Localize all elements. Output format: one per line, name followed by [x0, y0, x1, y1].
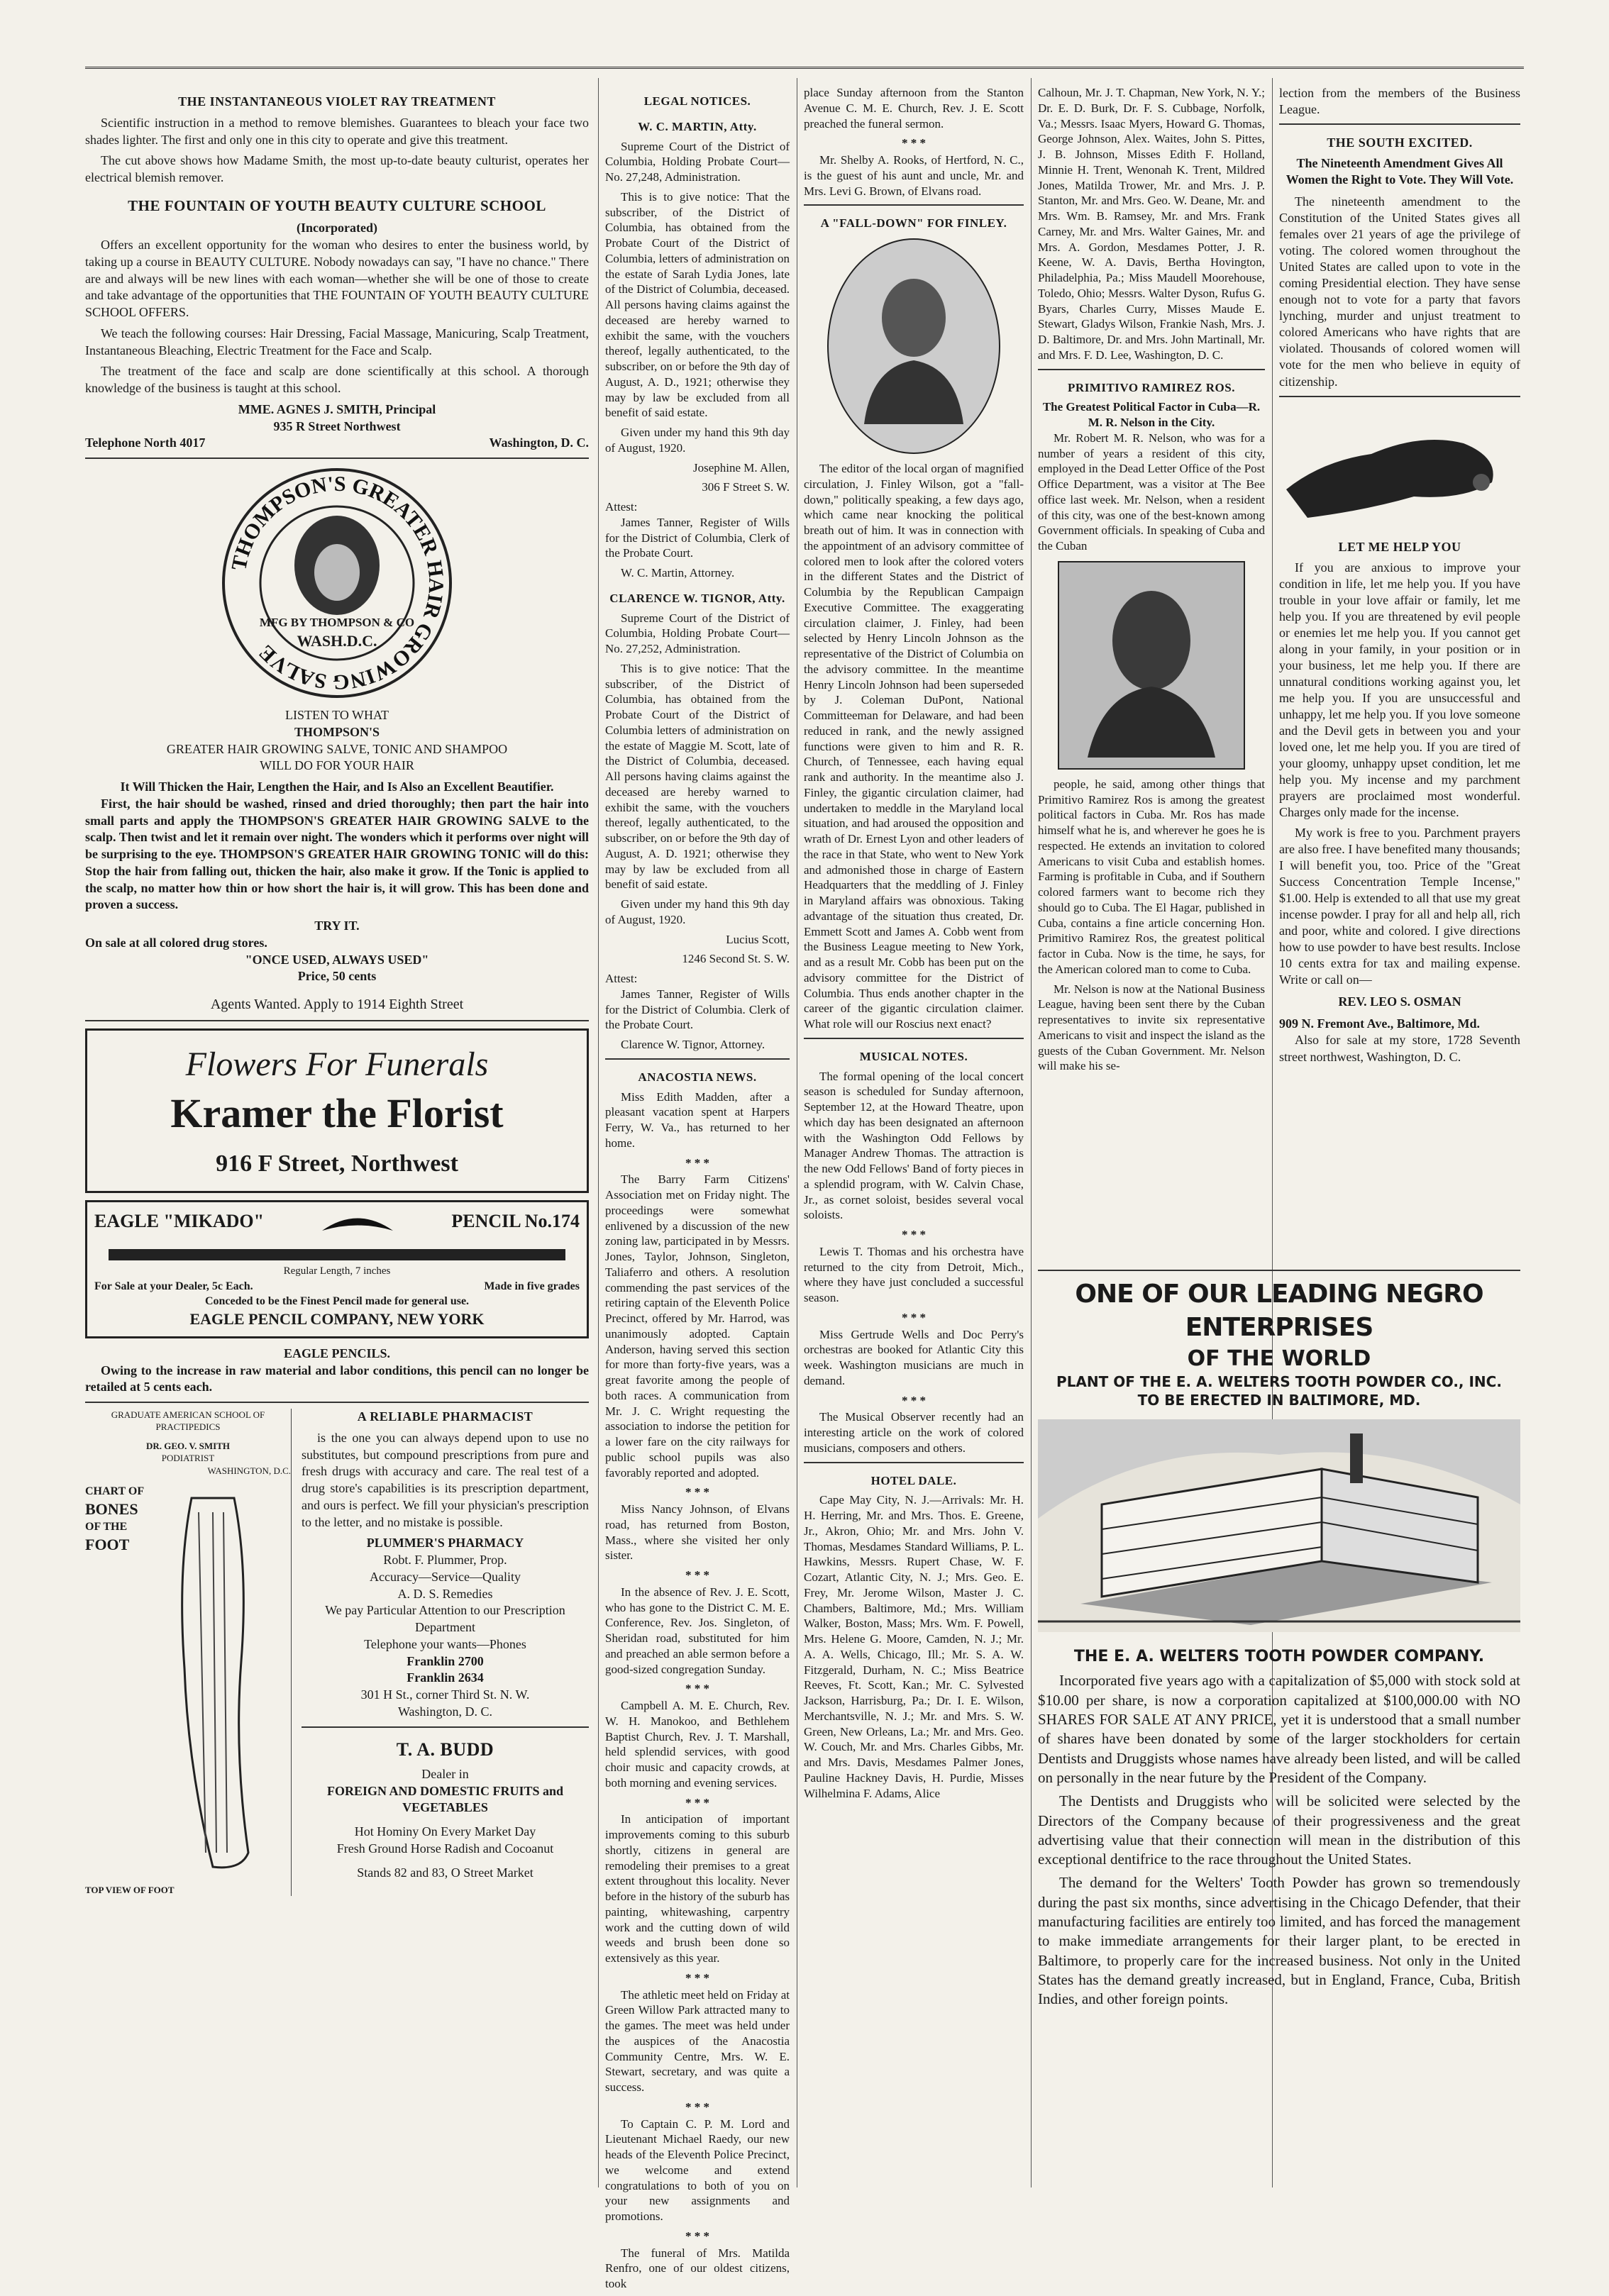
budd-hominy: Hot Hominy On Every Market Day: [354, 1824, 536, 1839]
ros-text: Mr. Robert M. R. Nelson, who was for a number of years a resident of this city, employed in the Dead Letter Office of the Post Office Department, was a visitor at The Bee office last week. Mr. Nelson, when a resident of this city, was one of the best-known among Government officials. In speaking of Cuba and the Cuban: [1038, 431, 1265, 553]
foot-chart-label: FOOT: [85, 1536, 130, 1554]
column-cuba: [1038, 85, 1265, 1078]
budd-dealer: Dealer in: [421, 1766, 469, 1781]
anacostia-item: In anticipation of important improvements coming to this suburb shortly, citizens in general are remodeling their premises to a great extent throughout this locality. Never before in the history of the suburb has painting, whitewashing, carpentry work and the cutting down of wild weeds and brush been done so extensively as this year.: [605, 1812, 790, 1965]
business-league-text: lection from the members of the Business League.: [1279, 86, 1520, 117]
welters-text: The demand for the Welters' Tooth Powder has grown so tremendously during the past six months, since advertising in the Chicago Defender, that their manufacturing facilities are entirely too limited, and has forced the management to make immediate arrangements for their larger plant, to be erected in Baltimore, to properly care for the increased business. Not only in the United States has the demand greatly increased, but in England, France, Cuba, British Indies, and other foreign points.: [1038, 1874, 1520, 2008]
salve-agents: Agents Wanted. Apply to 1914 Eighth Street: [210, 997, 464, 1013]
hotel-text-continued: Calhoun, Mr. J. T. Chapman, New York, N. Y.; Dr. E. D. Burk, Dr. F. S. Cubbage, Norfolk, Va.; Messrs. Isaac Myers, Howard G. Thomas, George Johnson, Alex. Waites, John S. Pittes, J. B. Johnson, Misses Edith F. Holland, Minnie H. Trent, Wenonah K. Trent, Mildred Jones, Matilda Trower, Mr. and Mrs. J. P. Stanton, Mr. and Mrs. Geo. W. Deane, Mr. and Mrs. Wm. B. Ramsey, Mr. and Mrs. Frank Carney, Mr. and Mrs. Walter Gaines, Mr. and Mrs. A. Gordon, Mesdames Potter, J. R. Keene, W. A. Davis, Bertha Hovington, Philadelphia, Pa.; Miss Maudell Moorehouse, Toledo, Ohio; Messrs. Walter Dyson, Rufus G. Byars, Charles Curry, Misses Maude E. Stewart, Gladys Wilson, Frankie Nash, Mrs. J. D. Baltimore, Dr. and Mrs. John Martinall, Mr. and Mrs. F. D. Lee, Washington, D. C.: [1038, 86, 1265, 362]
welters-location: TO BE ERECTED IN BALTIMORE, MD.: [1137, 1391, 1421, 1409]
anacostia-item: Miss Edith Madden, after a pleasant vacation spent at Harpers Ferry, W. Va., has returned to her home.: [605, 1089, 790, 1150]
ros-text: Mr. Nelson is now at the National Business League, having been sent there by the Cuban representatives to invite six representative Americans to visit and inspect the island as the guests of the Cuban Government. Mr. Nelson will make his se-: [1038, 982, 1265, 1073]
tignor-attest: Attest:: [605, 972, 638, 985]
anacostia-item: In the absence of Rev. J. E. Scott, who has gone to the District C. M. E. Conference, Rev. Jos. Singleton, of Sheridan road, substituted for him and preached an able sermon before a good-sized congregation Sunday.: [605, 1585, 790, 1676]
column-divider: [598, 78, 599, 2187]
tignor-register: James Tanner, Register of Wills for the District of Columbia. Clerk of the Probate Court.: [605, 987, 790, 1032]
budd-heading: T. A. BUDD: [396, 1738, 494, 1760]
foot-chart-label: OF THE: [85, 1520, 128, 1533]
south-subheading: The Nineteenth Amendment Gives All Women the Right to Vote. They Will Vote.: [1285, 156, 1514, 187]
kramer-flowers: Flowers For Funerals: [185, 1045, 489, 1083]
tignor-attorney: Clarence W. Tignor, Attorney.: [621, 1038, 765, 1051]
martin-heading: W. C. MARTIN, Atty.: [638, 119, 757, 133]
welters-subheadline: OF THE WORLD: [1187, 1346, 1371, 1371]
foot-doctor: DR. GEO. V. SMITH: [146, 1441, 230, 1452]
eagle-note: Owing to the increase in raw material and labor conditions, this pencil can no longer be retailed at 5 cents each.: [85, 1363, 589, 1394]
column-news: place Sunday afternoon from the Stanton Avenue C. M. E. Church, Rev. J. E. Scott preached the funeral sermon. * * * Mr. Shelby A. Rooks, of Hertford, N. C., is the guest of his aunt and uncle, Mr. and Mrs. Levi G. Brown, of Elvans road. A "FALL-DOWN" FOR FINLEY. The editor of the local organ of magnified circulation, J. Finley Wilson, got a "fall-down," politically speaking, a few days ago, which came near knocking the political breath out of him. It was in connection with the appointment of an advisory committee of colored men to look after the colored voters in the different States and the District of Columbia by the Republican Campaign Executive Committee. The exaggerating circulation claimer, J. Finley, had been selected by Henry Lincoln Johnson as the representative of the District of Columbia on the advisory committee. In the meantime Henry Lincoln Johnson had been superseded by J. Coleman DuPont, National Committeeman for Delaware, and had been reduced in rank, and the newly assigned functions were given to him and R. R. Church, of Tennessee, each having equal rank and authority. In the meantime also J. Finley, the gigantic circulation claimer, had undertaken to meddle in the Maryland local situation, and had aroused the opposition and wrath of Dr. Ernest Lyon and other leaders of the race in that State, who went to New York and admonished those in charge of Eastern Headquarters that the meddling of J. Finley in Maryland affairs was obnoxious. Taking advantage of the situation thus created, Dr. Emmett Scott and James A. Cobb went from the Business League meeting to New York, and as a result Mr. Cobb has been put on the advisory committee for the District of Columbia. Thus ends another chapter in the career of the gigantic circulation claimer. What role will our Roscius next enact? MUSICAL NOTES. The formal opening of the local concert season is scheduled for Sunday afternoon, September 12, at the Howard Theatre, upon which day has been designated an afternoon with the Washington Odd Fellows by Manager Andrew Thomas. The attraction is the new Odd Fellows' Band of forty pieces in a splendid program, with W. Calvin Chase, Jr., as cornet soloist, besides several vocal soloists. * * * Lewis T. Thomas and his orchestra have returned to the city from Detroit, Mich., where they have just concluded a successful season. * * * Miss Gertrude Wells and Doc Perry's orchestras are booked for Atlantic City this week. Washington musicians are much in demand. * * * The Musical Observer recently had an interesting article on the work of colored musicians, composers and others. HOTEL DALE. Cape May City, N. J.—Arrivals: Mr. H. H. Herring, Mr. and Mrs. Thos. E. Greene, Jr., Akron, Ohio; Mr. and Mrs. John V. Thomas, Mesdames Standard Williams, P. L. Hawkins, Messrs. Rupert Chase, W. F. Cozart, Atlantic City, N. J.; Mrs. Geo. E. Frey, Mr. Jerome Wilson, Master J. C. Chambers, Baltimore, Md.; Mrs. William Walker, Boston, Mass; Mrs. Wm. F. Powell, Mrs. Helene G. Moore, Camden, N. J.; Mr. A. A. Wells, Chicago, Ill.; Mr. S. A. W. Fitzgerald, Durham, N. C.; Miss Beatrice Reeves, Ft. Scott, Kan.; Mr. C. Sylvested Jackson, Harrisburg, Pa.; Dr. I. E. Wilson, Merchantsville, N. J.; Mr. and Mrs. S. W. Green, New Orleans, La.; Mr. and Mrs. Geo. W. Couch, Mr. and Mrs. Charles Gibbs, Mr. and Mrs. Davis, Mesdames Palmer Jones, Pauline Hackney Davis, H. Purdie, Misses Wilhelmina F. Adams, Alice: [804, 86, 1024, 1800]
anacostia-item: The athletic meet held on Friday at Green Willow Park attracted many to the games. The meet was held under the auspices of the Anacostia Community Centre, Mrs. W. E. Stewart, secretary, and was quite a success.: [605, 1987, 790, 2094]
salve-price: Price, 50 cents: [297, 969, 377, 984]
ros-heading: PRIMITIVO RAMIREZ ROS.: [1068, 380, 1235, 394]
south-text: The nineteenth amendment to the Constitution of the United States gives all females over 21 years of age the privilege of voting. The colored women throughout the United States are called upon to vote in the coming Presidential election. They have sense enough not to vote for a party that favors lynching, murder and unjust treatment to colored Americans who have rights that are violated. Thousands of colored women will vote for the men who believe in equity of citizenship.: [1279, 194, 1520, 389]
welters-company: THE E. A. WELTERS TOOTH POWDER COMPANY.: [1073, 1647, 1485, 1665]
welters-text: The Dentists and Druggists who will be solicited were selected by the Directors of the Company because of their progressiveness and the great advertising value that their connection will mean in the distribution of this exceptional dentifrice to the race throughout the United States.: [1038, 1792, 1520, 1868]
column-legal: LEGAL NOTICES. W. C. MARTIN, Atty. Supreme Court of the District of Columbia, Holding Probate Court—No. 27,248, Administration. This is to give notice: That the subscriber, of the District of Columbia, has obtained from the Probate Court of the District of Columbia, letters of administration on the estate of Sarah Lydia Jones, late of the District of Columbia, deceased. All persons having claims against the deceased are hereby warned to exhibit the same, with the vouchers thereof, legally authenticated, to the subscriber, on or before the 9th day of August, A. D., 1921; otherwise they may by law be excluded from all benefit of said estate. Given under my hand this 9th day of August, 1920. Josephine M. Allen, 306 F Street S. W. Attest: James Tanner, Register of Wills for the District of Columbia, Clerk of the Probate Court. W. C. Martin, Attorney. CLARENCE W. TIGNOR, Atty. Supreme Court of the District of Columbia, Holding Probate Court—No. 27,252, Administration. This is to give notice: That the subscriber, of the District of Columbia, has obtained from the Probate Court of the District of Columbia letters of administration on the estate of Maggie M. Scott, late of the District of Columbia, deceased. All persons having claims against the deceased are hereby warned to exhibit the same, with the vouchers thereof, legally authenticated, to the subscriber, on or before the 9th day of August, A. D. 1921; otherwise they may by law be excluded from all benefit of said estate. Given under my hand this 9th day of August, 1920. Lucius Scott, 1246 Second St. S. W. Attest: James Tanner, Register of Wills for the District of Columbia. Clerk of the Probate Court. Clarence W. Tignor, Attorney. ANACOSTIA NEWS. Miss Edith Madden, after a pleasant vacation spent at Harpers Ferry, W. Va., has returned to her home. * * * The Barry Farm Citizens' Association met on Friday night. The proceedings were somewhat enlivened by a discussion of the new zoning law, participated in by Messrs. Jones, Taylor, Johnson, Singleton, Taliaferro and others. A resolution commending the past services of the retiring captain of the Eleventh Police Precinct, offered by Mr. Harrod, was unanimously adopted. Captain Anderson, having served this section for more than forty-five years, was a great favorite among the people of both races. A communication from Mr. J. C. Wright requesting the association to indorse the petition for a lower fare on the city railways for public school pupils was also favorably reported and adopted. * * * Miss Nancy Johnson, of Elvans road, has returned from Boston, Mass., where she visited her only sister. * * * In the absence of Rev. J. E. Scott, who has gone to the District C. M. E. Conference, Rev. Jos. Singleton, of Sheridan road, substituted for him and preached an able sermon before a good-sized congregation Sunday. * * * Campbell A. M. E. Church, Rev. W. H. Manokoo, and Bethlehem Baptist Church, Rev. J. T. Marshall, held splendid services, with good choir music and capacity crowds, at both morning and evening services. * * * In anticipation of important improvements coming to this suburb shortly, citizens in general are remodeling their premises to a great extent throughout this locality. Never before in the history of the suburb has painting, whitewashing, carpentry work and the cutting down of wild weeds and brush been done so extensively as this year. * * * The athletic meet held on Friday at Green Willow Park attracted many to the games. The meet was held under the auspices of the Anacostia Community Centre, Mrs. W. E. Stewart, secretary, and was quite a success. * * * To Captain C. P. M. Lord and Lieutenant Michael Raedy, our new heads of the Eleventh Police Precinct, we welcome and extend congratulations to both of you on your new assignments and promotions. * * * The funeral of Mrs. Matilda Renfro, one of our oldest citizens, took: [605, 94, 790, 2290]
pharmacy-phone-label: Telephone your wants—Phones: [364, 1636, 526, 1651]
martin-text: Supreme Court of the District of Columbia, Holding Probate Court—No. 27,248, Administration.: [605, 139, 790, 184]
eagle-icon: [319, 1209, 397, 1244]
foot-chart-ad: [85, 1409, 292, 1896]
news-item: place Sunday afternoon from the Stanton Avenue C. M. E. Church, Rev. J. E. Scott preached the funeral sermon.: [804, 86, 1024, 131]
martin-attest: Attest:: [605, 500, 638, 514]
help-text: If you are anxious to improve your condition in life, let me help you. If you have trouble in your love affair or family, let me help you. If you are threatened by evil people or enemies let me help you. If you cannot get along in your family, in your position or in your business, let me help you. If there are unnatural conditions working against you, let me help you. If you are unsuccessful and unhappy, let me help you. If you love someone and the Devil gets in between you and your loved one, let me help you. If you are tired of your gloomy, unhappy upset condition, let me help you. My incense and my parchment prayers are proclaimed most wonderful. Charges only made for the incense.: [1279, 560, 1520, 820]
eagle-grades: Made in five grades: [484, 1280, 580, 1292]
violet-ray-text: Scientific instruction in a method to remove blemishes. Guarantees to bleach your face two shades lighter. The first and only one in this city to operate and give this treatment.: [85, 115, 589, 147]
foot-chart-label: CHART OF: [85, 1485, 145, 1497]
salve-city: WASH.D.C.: [297, 632, 377, 650]
principal-name: MME. AGNES J. SMITH, Principal: [238, 401, 436, 416]
salve-try: TRY IT.: [314, 919, 360, 933]
foot-bottom-label: TOP VIEW OF FOOT: [85, 1884, 175, 1895]
anacostia-item: To Captain C. P. M. Lord and Lieutenant Michael Raedy, our new heads of the Eleventh Police Precinct, we welcome and extend congratulations to both of you on your new assignments and promotions.: [605, 2117, 790, 2223]
violet-ray-heading: THE INSTANTANEOUS VIOLET RAY TREATMENT: [178, 94, 496, 109]
tignor-heading: CLARENCE W. TIGNOR, Atty.: [609, 591, 785, 605]
school-telephone: Telephone North 4017: [85, 436, 206, 450]
budd-stands: Stands 82 and 83, O Street Market: [357, 1865, 533, 1880]
musical-item: Lewis T. Thomas and his orchestra have returned to the city from Detroit, Mich., where they have just concluded a successful season.: [804, 1244, 1024, 1304]
foot-school: GRADUATE AMERICAN SCHOOL OF PRACTIPEDICS: [111, 1409, 265, 1433]
martin-register: James Tanner, Register of Wills for the District of Columbia, Clerk of the Probate Court.: [605, 515, 790, 560]
kramer-name: Kramer the Florist: [170, 1089, 504, 1136]
salve-sale: On sale at all colored drug stores.: [85, 935, 267, 950]
musical-heading: MUSICAL NOTES.: [859, 1049, 968, 1063]
tignor-signature: Lucius Scott,: [726, 932, 790, 946]
foot-chart-label: BONES: [85, 1499, 138, 1518]
tignor-text: This is to give notice: That the subscriber, of the District of Columbia, has obtained from the Probate Court of the District of Columbia letters of administration on the estate of Maggie M. Scott, late of the District of Columbia, deceased. All persons having claims against the deceased are hereby warned to exhibit the same, with the vouchers thereof, legally authenticated, to the subscriber, on or before the 9th day of August, A. D. 1921; otherwise they may by law be excluded from all benefit of said estate.: [605, 661, 790, 892]
top-rule: [85, 67, 1524, 72]
salve-tagline: WILL DO FOR YOUR HAIR: [260, 758, 414, 773]
pharmacy-motto: Accuracy—Service—Quality: [370, 1569, 521, 1584]
martin-given: Given under my hand this 9th day of August, 1920.: [605, 426, 790, 455]
eagle-pencil-ad: [85, 1200, 589, 1338]
musical-item: Miss Gertrude Wells and Doc Perry's orchestras are booked for Atlantic City this week. Washington musicians are much in demand.: [804, 1327, 1024, 1387]
school-text: The treatment of the face and scalp are done scientifically at this school. A thorough knowledge of the business is taught at this school.: [85, 364, 589, 396]
anacostia-item: The funeral of Mrs. Matilda Renfro, one of our oldest citizens, took: [605, 2246, 790, 2290]
portrait-photo: [1058, 561, 1245, 770]
musical-item: The formal opening of the local concert season is scheduled for Sunday afternoon, September 12, at the Howard Theatre, upon which day has been designated an afternoon with the Washington Odd Fellows by Manager Andrew Thomas. The attraction is the new Odd Fellows' Band of forty pieces in a splendid program, with W. Calvin Chase, Jr., as cornet soloist, besides several vocal soloists.: [804, 1069, 1024, 1222]
anacostia-heading: ANACOSTIA NEWS.: [638, 1070, 757, 1084]
welters-headline: ONE OF OUR LEADING NEGRO ENTERPRISES: [1075, 1280, 1483, 1342]
anacostia-item: Miss Nancy Johnson, of Elvans road, has returned from Boston, Mass., where she visited her only sister.: [605, 1502, 790, 1563]
pharmacist-text: is the one you can always depend upon to use no substitutes, but compound prescriptions from pure and fresh drugs with accuracy and care. The real test of a drug store's capabilities is its prescription department, and ours is perfect. We fill your physician's prescription to the letter, and no mistake is possible.: [302, 1430, 589, 1529]
musical-item: The Musical Observer recently had an interesting article on the work of colored musicians, composers and others.: [804, 1410, 1024, 1455]
help-name: REV. LEO S. OSMAN: [1338, 994, 1461, 1009]
eagle-pencil-number: PENCIL No.174: [451, 1211, 580, 1232]
finley-text: The editor of the local organ of magnified circulation, J. Finley Wilson, got a "fall-down," politically speaking, a few days ago, which came near knocking the political breath out of him. It was in connection with the appointment of an advisory committee of colored men to look after the colored voters in the different States and the District of Columbia by the Republican Campaign Executive Committee. The exaggerating circulation claimer, J. Finley, had been selected by Henry Lincoln Johnson as the representative of the District of Columbia on the advisory committee. In the meantime Henry Lincoln Johnson had been superseded by J. Coleman DuPont, National Committeeman for Delaware, and had been reduced in rank, and the newly assigned functions were given to him and R. R. Church, of Tennessee, each having equal rank and authority. In the meantime also J. Finley, the gigantic circulation claimer, had undertaken to meddle in the Maryland local situation, and had aroused the opposition and wrath of Dr. Ernest Lyon and other leaders of the race in that State, who went to New York and admonished those in charge of Eastern Headquarters that the meddling of J. Finley in Maryland affairs was obnoxious. Taking advantage of the situation thus created, Dr. Emmett Scott and James A. Cobb went from the Business League meeting to New York, and as a result Mr. Cobb has been put on the advisory committee for the District of Columbia. Thus ends another chapter in the career of the gigantic circulation claimer. What role will our Roscius next enact?: [804, 462, 1024, 1031]
pharmacy-attention: We pay Particular Attention to our Prescription Department: [325, 1603, 565, 1634]
salve-ring-text: THOMPSON'S GREATER HAIR GROWING SALVE: [227, 472, 448, 694]
hand-icon: [1279, 404, 1520, 529]
school-address: 935 R Street Northwest: [273, 418, 401, 433]
tignor-text: Supreme Court of the District of Columbia, Holding Probate Court—No. 27,252, Administration.: [605, 611, 790, 655]
school-subheading: (Incorporated): [297, 221, 377, 235]
help-text: My work is free to you. Parchment prayers are also free. I have benefited many thousands; I will benefit you, too. Price of the "Great Success Concentration Temple Incense," $1.00. Help is extended to all that use my great incense powder. I pray for all and help all, rich and poor, white and colored. I give directions how to use powder to have best results. Inclose 10 cents extra for tax and mailing expense. Write or call on—: [1279, 826, 1520, 987]
hotel-text: Cape May City, N. J.—Arrivals: Mr. H. H. Herring, Mr. and Mrs. Thos. E. Greene, Jr., Akron, Ohio; Mr. and Mrs. John V. Thomas, Mesdames Standard Williams, P. L. Hawkins, Messrs. Rupert Chase, W. F. Cozart, Atlantic City, N. J.; Mrs. Geo. E. Frey, Mr. Jerome Wilson, Master J. C. Chambers, Baltimore, Md.; Mrs. William Walker, Boston, Mass; Mrs. Wm. F. Powell, Mrs. Helene G. Moore, Camden, N. J.; Mr. A. A. Wells, Chicago, Ill.; Mr. S. A. W. Fitzgerald, Durham, N. C.; Miss Beatrice Reeves, Ft. Scott, Kan.; Mr. C. Sylvested Jackson, Harrisburg, Pa.; Dr. I. E. Wilson, Merchantsville, N. J.; Mr. and Mrs. S. W. Green, New Orleans, La.; Mr. and Mrs. Geo. W. Couch, Mr. and Mrs. Charles Gibbs, Mr. and Mrs. Davis, Mesdames Palmer Jones, Pauline Hackney Davis, H. Purdie, Misses Wilhelmina F. Adams, Alice: [804, 1493, 1024, 1800]
south-heading: THE SOUTH EXCITED.: [1327, 135, 1473, 150]
pharmacy-name: PLUMMER'S PHARMACY: [366, 1536, 524, 1551]
salve-claim: It Will Thicken the Hair, Lengthen the Hair, and Is Also an Excellent Beautifier.: [120, 780, 554, 794]
column-vote: [1279, 85, 1520, 1070]
factory-illustration: [1038, 1419, 1520, 1637]
pharmacy-phone: Franklin 2634: [407, 1670, 484, 1685]
welters-ad: [1038, 1270, 1520, 2014]
news-item: Mr. Shelby A. Rooks, of Hertford, N. C., is the guest of his aunt and uncle, Mr. and Mrs. Levi G. Brown, of Elvans road.: [804, 153, 1024, 198]
pharmacy-city: Washington, D. C.: [397, 1704, 493, 1719]
budd-horseradish: Fresh Ground Horse Radish and Cocoanut: [336, 1841, 554, 1856]
help-address: 909 N. Fremont Ave., Baltimore, Md.: [1279, 1016, 1480, 1031]
salve-listen: LISTEN TO WHAT: [285, 708, 389, 723]
kramer-ad: [85, 1028, 589, 1194]
pharmacy-prop: Robt. F. Plummer, Prop.: [383, 1553, 507, 1567]
salve-maker: MFG BY THOMPSON & CO: [259, 616, 415, 630]
salve-text: First, the hair should be washed, rinsed and dried thoroughly; then part the hair into small parts and apply the THOMPSON'S GREATER HAIR GROWING SALVE to the scalp. Then twist and let it remain over night. The wonders which it performs over night will be surprising to the eye. THOMPSON'S GREATER HAIR GROWING TONIC will do this: Stop the hair from falling out, thicken the hair, also make it grow. If the Tonic is applied to the scalp, no matter how thin or how short the hair is, it will grow. This has been done and proven a success.: [85, 796, 589, 912]
ros-text: people, he said, among other things that Primitivo Ramirez Ros is among the greatest political factors in Cuba. Mr. Ros has made himself what he is, and wherever he goes he is respected. He extends an invitation to colored Americans to visit Cuba and establish homes. Farming is profitable in Cuba, and if Southern colored farmers want to become rich they should go to Cuba. The El Hagar, published in Cuba, contains a fine article concerning Hon. Primitivo Ramirez Ros, the greatest political factor in Cuba. Now is the time, he says, for the American colored man to come to Cuba.: [1038, 777, 1265, 976]
martin-signature: 306 F Street S. W.: [702, 480, 790, 494]
tignor-given: Given under my hand this 9th day of August, 1920.: [605, 897, 790, 926]
eagle-heading: EAGLE PENCILS.: [283, 1346, 391, 1360]
school-city: Washington, D. C.: [489, 436, 589, 450]
salve-logo: [220, 466, 454, 700]
column-ads: [85, 85, 589, 1896]
pencil-icon: [109, 1249, 565, 1260]
portrait-photo: [827, 238, 1000, 454]
martin-text: This is to give notice: That the subscriber, of the District of Columbia, has obtained from the Probate Court of the District of Columbia, letters of administration on the estate of Sarah Lydia Jones, late of the District of Columbia, deceased. All persons having claims against the deceased are hereby warned to exhibit the same, with the vouchers thereof, legally authenticated, to the subscriber, on or before the 9th day of August, A. D., 1921; otherwise they may by law be excluded from all benefit of said estate.: [605, 189, 790, 420]
school-text: We teach the following courses: Hair Dressing, Facial Massage, Manicuring, Scalp Treatment, Instantaneous Bleaching, Electric Treatment for the Face and Scalp.: [85, 326, 589, 357]
martin-attorney: W. C. Martin, Attorney.: [621, 566, 735, 579]
salve-brand: THOMPSON'S: [294, 724, 380, 739]
salve-slogan: "ONCE USED, ALWAYS USED": [245, 952, 429, 967]
eagle-conceded: Conceded to be the Finest Pencil made for general use.: [204, 1294, 470, 1307]
help-store: Also for sale at my store, 1728 Seventh street northwest, Washington, D. C.: [1279, 1033, 1520, 1064]
pharmacy-address: 301 H St., corner Third St. N. W.: [360, 1687, 530, 1702]
help-heading: LET ME HELP YOU: [1338, 539, 1461, 554]
school-heading: THE FOUNTAIN OF YOUTH BEAUTY CULTURE SCHOOL: [128, 196, 546, 214]
budd-goods: FOREIGN AND DOMESTIC FRUITS and VEGETABLES: [326, 1783, 564, 1815]
welters-plant: PLANT OF THE E. A. WELTERS TOOTH POWDER CO., INC.: [1056, 1372, 1502, 1390]
violet-ray-text: The cut above shows how Madame Smith, the most up-to-date beauty culturist, operates her electrical blemish remover.: [85, 153, 589, 184]
finley-heading: A "FALL-DOWN" FOR FINLEY.: [820, 216, 1007, 231]
school-text: Offers an excellent opportunity for the woman who desires to enter the business world, by taking up a course in BEAUTY CULTURE. Nobody nowadays can say, "I have no chance." There are and always will be new lines with each woman—whether she will be one of those to create and take advantage of the opportunities that THE FOUNTAIN OF YOUTH BEAUTY CULTURE SCHOOL OFFERS.: [85, 238, 589, 320]
foot-bones-icon: [149, 1484, 277, 1884]
eagle-company: EAGLE PENCIL COMPANY, NEW YORK: [189, 1309, 485, 1328]
foot-city: WASHINGTON, D.C.: [207, 1465, 291, 1476]
anacostia-item: Campbell A. M. E. Church, Rev. W. H. Manokoo, and Bethlehem Baptist Church, Rev. J. T. Marshall, held splendid services, with good choir music and capacity crowds, at both morning and evening services.: [605, 1699, 790, 1790]
anacostia-item: The Barry Farm Citizens' Association met on Friday night. The proceedings were somewhat enlivened by a discussion of the new zoning law, participated in by Messrs. Jones, Taylor, Johnson, Singleton, Taliaferro and others. A resolution commending the past services of the retiring captain of the Eleventh Police Precinct, offered by Mr. Harrod, was unanimously adopted. Captain Anderson, having served this section for more than forty-five years, was a great favorite among the people of both races. A communication from Mr. J. C. Wright requesting the association to indorse the petition for a lower fare on the city railways for public school pupils was also favorably reported and adopted.: [605, 1172, 790, 1480]
welters-text: Incorporated five years ago with a capitalization of $5,000 with stock sold at $10.00 per share, is now a corporation capitalized at $100,000.00 with NO SHARES FOR SALE AT ANY PRICE, yet it is understood that a small number of shares have been donated by some of the larger stockholders for certain Dentists and Druggists whose names have already been listed, and will be called on personally in the near future by the President of the Company.: [1038, 1672, 1520, 1786]
pharmacy-phone: Franklin 2700: [407, 1653, 484, 1668]
martin-signature: Josephine M. Allen,: [693, 460, 790, 475]
salve-products: GREATER HAIR GROWING SALVE, TONIC AND SHAMPOO: [166, 741, 508, 756]
eagle-length: Regular Length, 7 inches: [283, 1265, 391, 1277]
hotel-heading: HOTEL DALE.: [870, 1473, 957, 1487]
kramer-address: 916 F Street, Northwest: [216, 1150, 458, 1177]
foot-role: PODIATRIST: [161, 1453, 215, 1464]
tignor-signature: 1246 Second St. S. W.: [682, 952, 790, 966]
legal-heading: LEGAL NOTICES.: [643, 94, 751, 108]
ros-subheading: The Greatest Political Factor in Cuba—R. M. R. Nelson in the City.: [1042, 400, 1261, 429]
eagle-brand: EAGLE "MIKADO": [94, 1211, 265, 1232]
pharmacist-heading: A RELIABLE PHARMACIST: [357, 1409, 533, 1424]
pharmacy-remedies: A. D. S. Remedies: [397, 1586, 493, 1601]
column-divider: [1031, 78, 1032, 2187]
eagle-sale: For Sale at your Dealer, 5c Each.: [94, 1280, 253, 1292]
